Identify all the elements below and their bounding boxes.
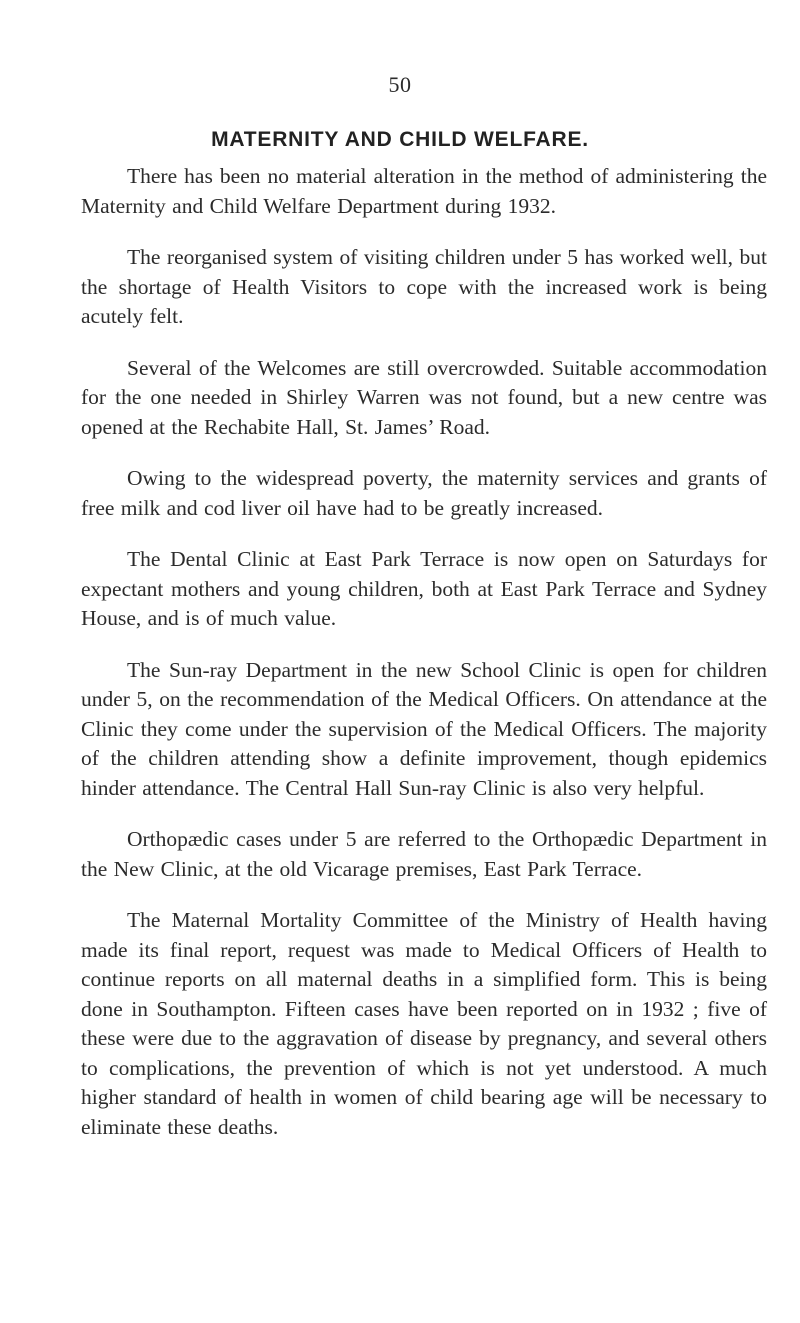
paragraph-sun-ray: The Sun-ray Department in the new School Clinic is open for children under 5, on the recommendation of the Medical Officers. On attendance at the Clinic they come under the supervision of the Medical Officers. The majority of the children attending show a definite improvement, though epidemics hinder attendance. The Central Hall Sun-ray Clinic is also very helpful. [81, 657, 767, 800]
paragraph-welcomes: Several of the Welcomes are still overcrowded. Suitable accommodation for the one needed in Shirley Warren was not found, but a new centre was opened at the Rechabite Hall, St. James’ Road. [81, 355, 767, 439]
paragraph-dental-clinic: The Dental Clinic at East Park Terrace is now open on Saturdays for expectant mothers and young children, both at East Park Terrace and Sydney House, and is of much value. [81, 547, 767, 630]
body-text [81, 162, 767, 1164]
paragraph-poverty: Owing to the widespread poverty, the maternity services and grants of free milk and cod liver oil have had to be greatly increased. [81, 466, 767, 520]
paragraph-orthopaedic: Orthopædic cases under 5 are referred to the Orthopædic Department in the New Clinic, at the old Vicarage premises, East Park Terrace. [81, 827, 767, 881]
page-number: 50 [388, 72, 412, 97]
paragraph-administration: There has been no material alteration in the method of administering the Maternity and Child Welfare Department during 1932. [81, 164, 767, 218]
section-heading: MATERNITY AND CHILD WELFARE. [211, 128, 589, 151]
paragraph-visiting-system: The reorganised system of visiting children under 5 has worked well, but the shortage of Health Visitors to cope with the increased work is being acutely felt. [81, 245, 767, 328]
paragraph-maternal-mortality: The Maternal Mortality Committee of the Ministry of Health having made its final report, request was made to Medical Officers of Health to continue reports on all maternal deaths in a simplified form. This is being done in Southampton. Fifteen cases have been reported on in 1932 ; five of these were due to the aggravation of disease by pregnancy, and several others to complications, the prevention of which is not yet understood. A much higher standard of health in women of child bearing age will be necessary to eliminate these deaths. [81, 908, 767, 1139]
